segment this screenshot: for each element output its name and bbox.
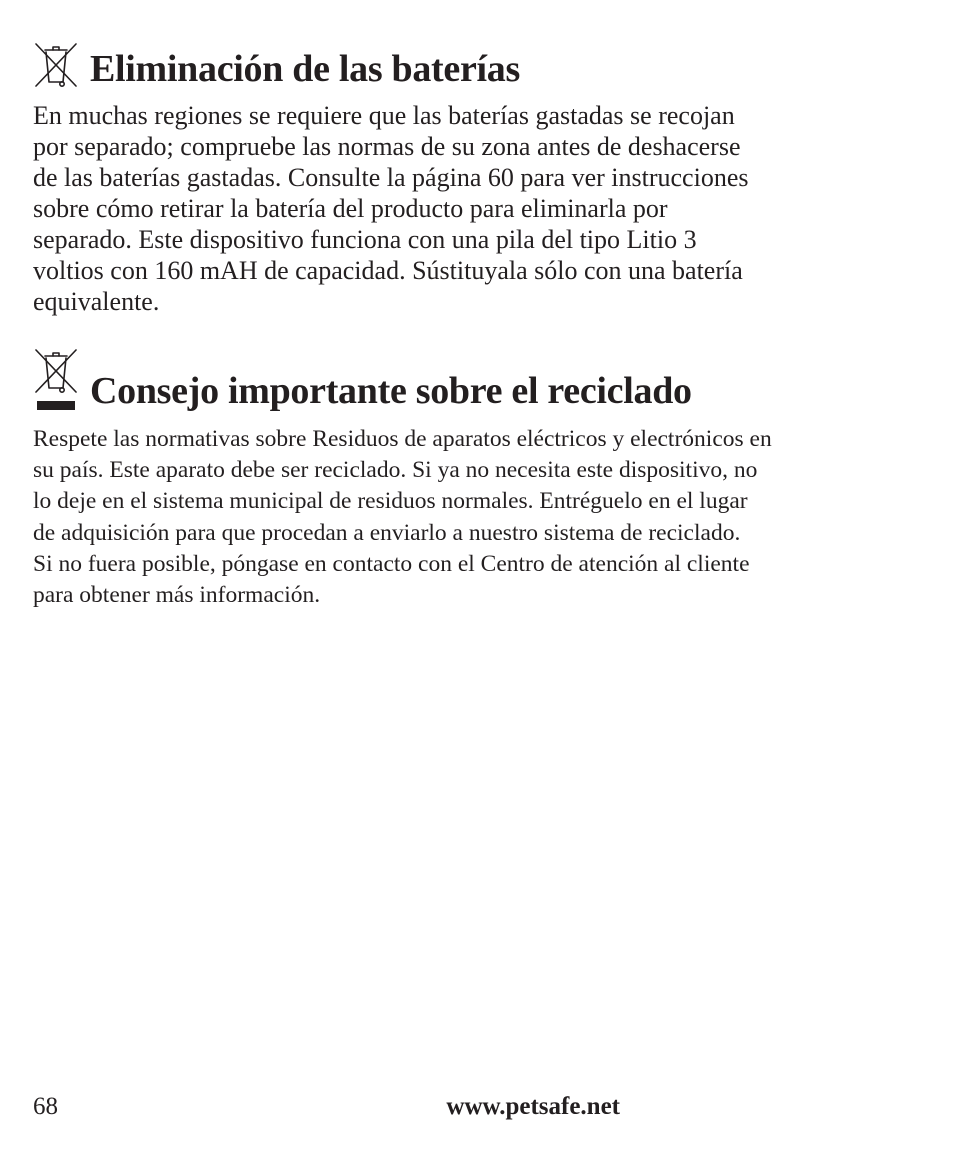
page-number: 68 (33, 1093, 58, 1120)
recycling-advice-section (33, 340, 923, 611)
footer-website: www.petsafe.net (446, 1093, 620, 1120)
recycling-advice-title: Consejo importante sobre el reciclado (90, 370, 692, 412)
recycling-advice-heading-row (33, 340, 923, 412)
weee-crossed-out-bin-with-bar-icon (33, 346, 79, 412)
battery-disposal-title: Eliminación de las baterías (90, 48, 520, 90)
crossed-out-wheelie-bin-icon (33, 40, 79, 90)
battery-disposal-section (33, 30, 923, 317)
battery-disposal-heading-row (33, 30, 923, 90)
recycling-advice-body: Respete las normativas sobre Residuos de aparatos eléctricos y electrónicos en su país. Este aparato debe ser reciclado. Si ya no necesita este dispositivo, no lo deje en el sistema municipal de residuos normales. Entréguelo en el lugar de adquisición para que procedan a enviarlo a nuestro sistema de reciclado. Si no fuera posible, póngase en contacto con el Centro de atención al cliente para obtener más información. (33, 426, 772, 609)
battery-disposal-body: En muchas regiones se requiere que las baterías gastadas se recojan por separado; compruebe las normas de su zona antes de deshacerse de las baterías gastadas. Consulte la página 60 para ver instrucciones sobre cómo retirar la batería del producto para eliminarla por separado. Este dispositivo funciona con una pila del tipo Litio 3 voltios con 160 mAH de capacidad. Sústituyala sólo con una batería equivalente. (33, 101, 749, 316)
